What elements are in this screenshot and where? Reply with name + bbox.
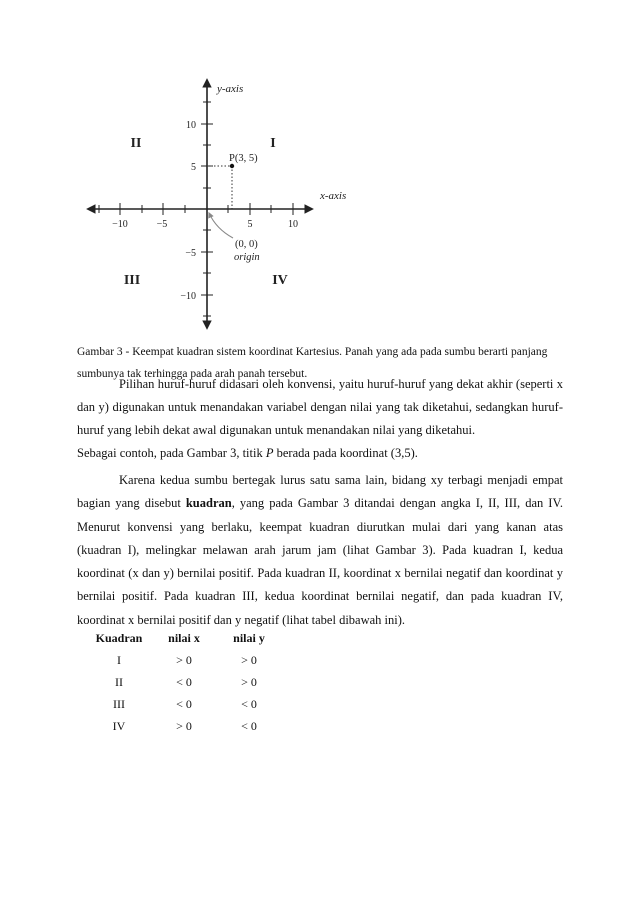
table-cell: II bbox=[115, 674, 123, 689]
paragraph-letter-convention: Pilihan huruf-huruf didasari oleh konvensi, yaitu huruf-huruf yang dekat akhir (seperti x dan y) digunakan untuk menandakan variabel dengan nilai yang tak diketahui, sedangkan huruf-huruf yang lebih dekat awal digunakan untuk menandakan nilai yang diketahui. bbox=[77, 377, 563, 437]
example-text-before: Sebagai contoh, pada Gambar 3, titik bbox=[77, 446, 266, 460]
paragraph-quadrants bbox=[77, 469, 563, 632]
point-name: P bbox=[265, 446, 274, 460]
table-cell: > 0 bbox=[176, 652, 192, 667]
quadrant-label-IV: IV bbox=[272, 273, 288, 288]
x-tick-label: 5 bbox=[247, 219, 253, 230]
header-kuadran: Kuadran bbox=[95, 631, 143, 645]
table-cell: < 0 bbox=[176, 696, 192, 711]
caption-line-1: Gambar 3 - Keempat kuadran sistem koordinat Kartesius. Panah yang ada pada sumbu berarti panjang bbox=[77, 346, 548, 358]
table-cell: < 0 bbox=[176, 674, 192, 689]
table-cell: IV bbox=[112, 718, 126, 733]
table-row bbox=[87, 715, 281, 737]
example-text-after: berada pada koordinat (3,5). bbox=[273, 446, 418, 460]
origin-coordinate: (0, 0) bbox=[235, 239, 258, 250]
quadrant-label-II: II bbox=[130, 136, 142, 151]
y-tick-label: 10 bbox=[186, 120, 196, 131]
origin-arrow bbox=[209, 213, 233, 238]
header-nilai-x: nilai x bbox=[168, 631, 200, 645]
table-row bbox=[87, 693, 281, 715]
table-cell: < 0 bbox=[241, 718, 257, 733]
x-axis-label: x-axis bbox=[320, 190, 347, 202]
cartesian-figure bbox=[0, 0, 638, 340]
table-cell: < 0 bbox=[241, 696, 257, 711]
x-tick-label: −10 bbox=[112, 219, 128, 230]
point-label: P(3, 5) bbox=[229, 153, 258, 164]
x-tick-label: 10 bbox=[288, 219, 298, 230]
table-cell: I bbox=[117, 652, 121, 667]
table-cell: > 0 bbox=[241, 652, 257, 667]
table-row bbox=[87, 649, 281, 671]
quadrant-text-after: , yang pada Gambar 3 ditandai dengan angka I, II, III, dan IV. Menurut konvensi yang berlaku, keempat kuadran diurutkan mulai dari yang kanan atas (kuadran I), melingkar melawan arah jarum jam (lihat Gambar 3). Pada kuadran I, kedua koordinat (x dan y) bernilai positif. Pada kuadran II, koordinat x bernilai negatif dan koordinat y bernilai positif. Pada kuadran III, kedua koordinat bernilai negatif, dan pada kuadran IV, koordinat x bernilai positif dan y negatif (lihat tabel dibawah ini). bbox=[77, 496, 563, 627]
y-tick-label: −5 bbox=[185, 248, 196, 259]
quadrant-sign-table bbox=[87, 628, 281, 737]
quadrant-text-before: Karena kedua sumbu bertegak lurus satu sama lain, bidang xy terbagi menjadi empat bagian yang disebut bbox=[77, 473, 563, 511]
table-cell: > 0 bbox=[176, 718, 192, 733]
header-nilai-y: nilai y bbox=[233, 631, 265, 645]
caption-line-2: sumbunya tak terhingga pada arah panah tersebut. bbox=[77, 368, 308, 380]
y-axis-label: y-axis bbox=[217, 83, 244, 95]
quadrant-label-I: I bbox=[270, 136, 276, 151]
table-cell: III bbox=[113, 696, 125, 711]
origin-label: origin bbox=[234, 252, 260, 263]
table-header-row bbox=[87, 628, 281, 649]
y-tick-label: 5 bbox=[191, 162, 196, 173]
table-row bbox=[87, 671, 281, 693]
term-kuadran: kuadran bbox=[185, 496, 232, 511]
x-tick-label: −5 bbox=[156, 219, 168, 230]
point-marker bbox=[230, 164, 234, 168]
y-tick-label: −10 bbox=[180, 291, 196, 302]
paragraph-example bbox=[77, 442, 563, 465]
quadrant-label-III: III bbox=[123, 273, 141, 288]
table-cell: > 0 bbox=[241, 674, 257, 689]
